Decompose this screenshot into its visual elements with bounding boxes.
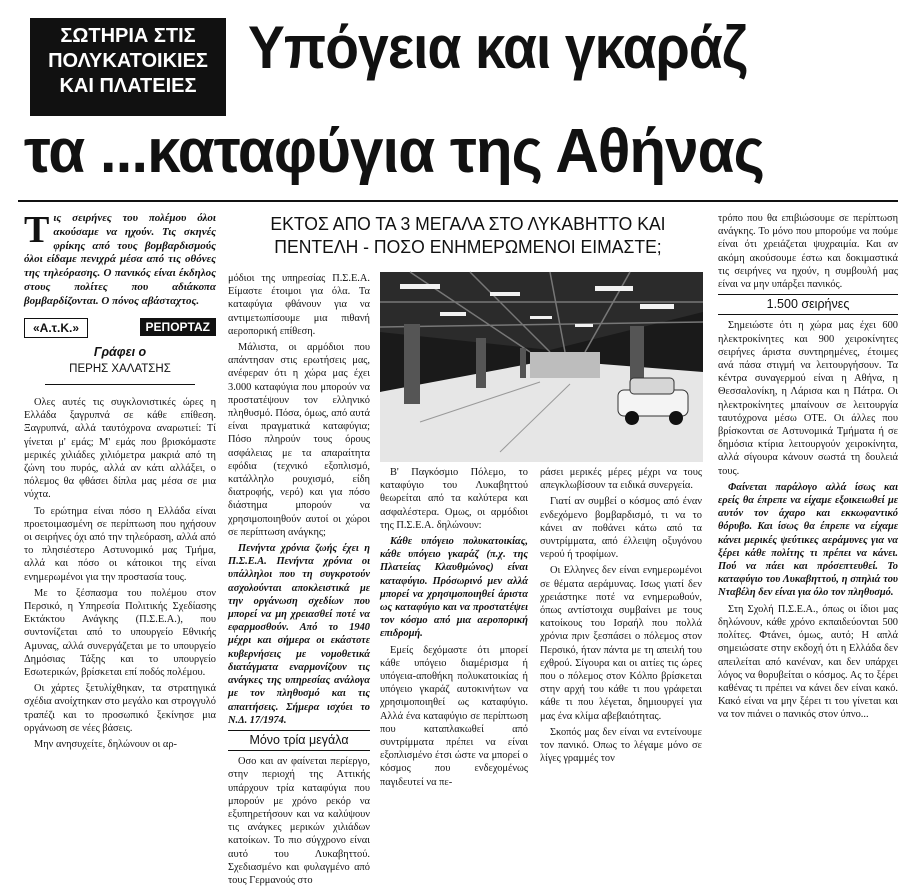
section-heading: 1.500 σειρήνες — [718, 294, 898, 315]
paragraph: τρόπο που θα επιβιώσουμε σε περίπτωση ανάγκης. Το μόνο που μπορούμε να πούμε είναι ότι χρειάζεται ψυχραιμία. Και αν ακόμη ακούσουμε έστω και δοκιμαστικά τις σειρήνες να ηχούν, η συμβουλή μας είναι να μην υπάρξει πανικός. — [718, 213, 898, 291]
paragraph-emphasis: Κάθε υπόγειο πολυκατοικίας, κάθε υπόγειο γκαράζ (π.χ. της Πλατείας Κλαυθμώνος) είναι καταφύγιο. Πρόσωρινό μεν αλλά μπορεί να χρησιμοποιηθεί άριστα ως καταφύγιο και να προστατέψει τον κόσμο από μια αεροπορική επιδρομή. — [380, 536, 528, 640]
article-column-1 — [24, 396, 216, 751]
paragraph: Μην ανησυχείτε, δηλώνουν οι αρ- — [34, 739, 178, 751]
byline-rule — [45, 384, 195, 385]
paragraph: Οι χάρτες ξετυλίχθηκαν, τα στρατηγικά σχέδια ανοίχτηκαν στο μεγάλο και στρογγυλό τραπέζι και το προσωπικό ξεκίνησε μια οργάνωση σε νέες βάσεις. — [24, 683, 216, 734]
paragraph-emphasis: Φαίνεται παράλογο αλλά ίσως και ερείς θα έπρεπε να είχαμε εξοικειωθεί με αυτόν τον άχαρο και εκκωφαντικό θόρυβο. Και ίσως θα έπρεπε να είχαμε κάνει μερικές ψεύτικες αεράμυνες για να ξέρει κάθε πολίτης τι πρέπει να κάνει. Πού να πάει και πρόσεπτευθεί. Το καταφύγιο του Λυκαβηττού, η σπηλιά του Νταβέλη δεν είναι για όλο τον πληθυσμό. — [718, 481, 898, 599]
paragraph: Γιατί αν συμβεί ο κόσμος από έναν ενδεχόμενο βομβαρδισμό, τι να το κάνει αν ποθάνει κάτω από τα συντρίμματα, από έλλειψη οξυγόνου νερού ή τροφίμων. — [540, 496, 702, 561]
paragraph: Μάλιστα, οι αρμόδιοι που απάντησαν στις ερωτήσεις μας, ανέφεραν ότι η χώρα μας έχει 3.000 καταφύγια που μπορούν να προστατέψουν τον ελληνικό πληθυσμό. Πόσα, όμως, από αυτά είναι πραγματικά καταφύγια; Πόσο πληρούν τους όρους ασφάλειας με τα απαραίτητα εφόδια (τεχνικό εξοπλισμό, κατάλληλο ρουχισμό, είδη διατροφής, νερό) και για πόσο διάστημα μπορούν να χρησιμοποιηθούν αυτοί οι χώροι σε περίπτωση ανάγκης; — [228, 342, 370, 538]
kicker-line: ΣΩΤΗΡΙΑ ΣΤΙΣ — [60, 25, 196, 47]
headline-rule — [18, 200, 898, 202]
paragraph: Στη Σχολή Π.Σ.Ε.Α., όπως οι ίδιοι μας δηλώνουν, κάθε χρόνο εκπαιδεύονται 500 πολίτες. Φτάνει, όμως, αυτό; Η απλά σημειώσατε στην εκδοχή ότι η Ελλάδα δεν απειλείται από κανέναν, και δεν υπάρχει λόγος να θορυβείται ο κόσμος. Ας το ξέρει καθένας τι πρέπει να κάνει δεν είναι κακό. Κακό είναι να μην ξέρει τι του γίνεται και να τον πιάνει ο πανικός στον ύπνο... — [718, 603, 898, 721]
paragraph: Σημειώστε ότι η χώρα μας έχει 600 ηλεκτροκίνητες και 900 χειροκίνητες σειρήνες άριστα συντηρημένες, έτοιμες ανά πάσα στιγμή να λειτουργήσουν. Τα κέντρα συναγερμού είναι η Αθήνα, η Θεσσαλονίκη, η Λάρισα και η Πάτρα. Οι ηλεκτροκίνητες μπαίνουν σε λειτουργία ταυτόχρονα μέσω ΟΤΕ. Οι άλλες που βρίσκονται σε Αστυνομικά Τμήματα ή σε δημόσια κτίρια λειτουργούν χειροκίνητα, αλλά σίγουρα κάνουν σωστά τη δουλειά τους. — [718, 320, 898, 477]
subheading-line: ΕΚΤΟΣ ΑΠΟ ΤΑ 3 ΜΕΓΑΛΑ ΣΤΟ ΛΥΚΑΒΗΤΤΟ ΚΑΙ — [270, 213, 666, 234]
kicker-line: ΠΟΛΥΚΑΤΟΙΚΙΕΣ — [48, 50, 208, 72]
section-tag: ΡΕΠΟΡΤΑΖ — [140, 318, 216, 336]
paragraph: Β' Παγκόσμιο Πόλεμο, το καταφύγιο του Λυκαβηττού θεωρείται από τα καλύτερα και ασφαλέστερα. Ομως, οι αρμόδιοι της Π.Σ.Ε.Α. δηλώνουν: — [380, 467, 528, 531]
lead-text: ις σειρήνες του πολέμου όλοι ακούσαμε να ηχούν. Τις σκηνές φρίκης από τους βομβαρδισμούς όλοι είδαμε πενιχρά μέσα από τις οθόνες της τηλεόρασης. Ο πανικός είναι έκδηλος στους πολίτες που αδιάκοπα βομβαρδίζονται. Ο πόνος αβάσταχτος. — [24, 212, 216, 307]
paragraph: Εμείς δεχόμαστε ότι μπορεί κάθε υπόγειο διαμέρισμα ή υπόγεια-αποθήκη πολυκατοικίας ή υπόγειο γκαράζ αυτοκινήτων να χρησιμοποιηθεί ως καταφύγιο. Αλλά ένα καταφύγιο σε περίπτωση που καταπλακωθεί από συντρίμματα πρέπει να είναι εξοπλισμένο έτσι ώστε να μπορεί ο κόσμος που ενδεχομένως παγιδευτεί να πε- — [380, 644, 528, 788]
paragraph: Με το ξέσπασμα του πολέμου στον Περσικό, η Υπηρεσία Πολιτικής Σχεδίασης Εκτάκτου Ανάγκης (Π.Σ.Ε.Α.), που συντονίζεται από το υπουργείο Εθνικής Αμυνας, αλλά συνεργάζεται με το υπουργείο Δημόσιας Τάξης και το υπουργείο Εσωτερικών, βρίσκεται επί ποδός πολέμου. — [24, 587, 216, 679]
article-column-3 — [380, 466, 528, 788]
paragraph-emphasis: Πενήντα χρόνια ζωής έχει η Π.Σ.Ε.Α. Πενήντα χρόνια οι υπάλληλοι που τη συγκροτούν ασχολούνται αποκλειστικά με την οργάνωση σχεδίων που μπορεί να μη χρειασθεί ποτέ να εφαρμοσθούν. Από το 1940 μέχρι και σήμερα οι εκάστοτε κυβερνήσεις με νομοθετικά διατάγματα εναρμονίζουν τις ανάγκες της υπηρεσίας ανάλογα με τον πληθυσμό και τις απαιτήσεις. Σήμερα ισχύει το Ν.Δ. 17/1974. — [228, 543, 370, 726]
section-heading: Μόνο τρία μεγάλα — [228, 730, 370, 751]
source-tag: «Α.τ.Κ.» — [24, 318, 88, 338]
subheading — [240, 212, 696, 258]
lead-paragraph — [24, 209, 216, 308]
tag-row — [24, 318, 216, 338]
headline-line-1: Υπόγεια και γκαράζ — [248, 14, 747, 81]
subheading-line: ΠΕΝΤΕΛΗ - ΠΟΣΟ ΕΝΗΜΕΡΩΜΕΝΟΙ ΕΙΜΑΣΤΕ; — [274, 236, 662, 257]
kicker-box — [30, 18, 226, 116]
paragraph: Οι Ελληνες δεν είναι ενημερωμένοι σε θέματα αεράμυνας. Ισως γιατί δεν χρειάστηκε ποτέ να ενημερωθούν, όπως αντίστοιχα συμβαίνει με τους κατοίκους του Ισραήλ που πολλά χρόνια πριν ξεσπάσει ο πόλεμος στον Περσικό, ήταν πάντα με τη απειλή του εχθρού. Σίγουρα και οι αιτίες τις ώρες που ο πόλεμος στον Κόλπο βρίσκεται στην αρχή του κάθε τι που γράφεται κάθε τι που λέγεται, δημιουργεί για μας ένα κλίμα αβεβαιότητας. — [540, 565, 702, 722]
kicker-line: ΚΑΙ ΠΛΑΤΕΙΕΣ — [59, 75, 197, 97]
paragraph: Ολες αυτές τις συγκλονιστικές ώρες η Ελλάδα ξαγρυπνά σε κάθε επίθεση. Ξαγρυπνά, αλλά ταυτόχρονα αναρωτιεί: Τί γίνεται μ' εμάς; Μ' εμάς που βρισκόμαστε μερικές χιλιάδες χιλιόμετρα μακριά από τη ζώνη του πυρός, αλλά αν κάτι αλλάξει, ο πόλεμος θα φθάσει δίπλα μας μέσα σε μια νύχτα. — [24, 397, 216, 501]
paragraph: μόδιοι της υπηρεσίας Π.Σ.Ε.Α. Είμαστε έτοιμοι για όλα. Τα καταφύγια φθάνουν για να αντιμετωπίσουμε μια πιθανή αεροπορική επίθεση. — [228, 273, 370, 337]
article-column-5 — [718, 212, 898, 721]
paragraph: Το ερώτημα είναι πόσο η Ελλάδα είναι προετοιμασμένη σε περίπτωση που ηχήσουν οι σειρήνες όχι από την τηλεόραση, αλλά από το πλησιέστερο Αστυνομικό μας Τμήμα, αλλά και πόσο οι κάτοικοι της είναι ενημερωμένοι για την προστασία τους. — [24, 505, 216, 583]
garage-photo — [380, 272, 703, 462]
paragraph: ράσει μερικές μέρες μέχρι να τους απεγκλωβίσουν τα ειδικά συνεργεία. — [540, 467, 702, 492]
article-column-2 — [228, 272, 370, 886]
paragraph: Σκοπός μας δεν είναι να εντείνουμε τον πανικό. Οπως το λέγαμε μόνο σε λίγες γραμμές τον — [540, 726, 702, 765]
byline — [24, 344, 216, 392]
headline-line-2: τα ...καταφύγια της Αθήνας — [24, 117, 764, 186]
paragraph: Οσο και αν φαίνεται περίεργο, στην περιοχή της Αττικής υπάρχουν τρία καταφύγια που μπορούν με χρόνο ρεκόρ να εξυπηρετήσουν και να καλύψουν τις ανάγκες μερικών χιλιάδων κατοίκων. Το πιο σύγχρονο είναι αυτό του Λυκαβηττού. Σχεδιασμένο και φυλαγμένο από τους Γερμανούς στο — [228, 756, 370, 886]
byline-author: ΠΕΡΗΣ ΧΑΛΑΤΣΗΣ — [69, 363, 171, 375]
back-wall — [530, 352, 600, 378]
article-column-4 — [540, 466, 702, 765]
byline-prefix: Γράφει ο — [93, 345, 147, 359]
drop-cap: Τ — [24, 209, 50, 251]
